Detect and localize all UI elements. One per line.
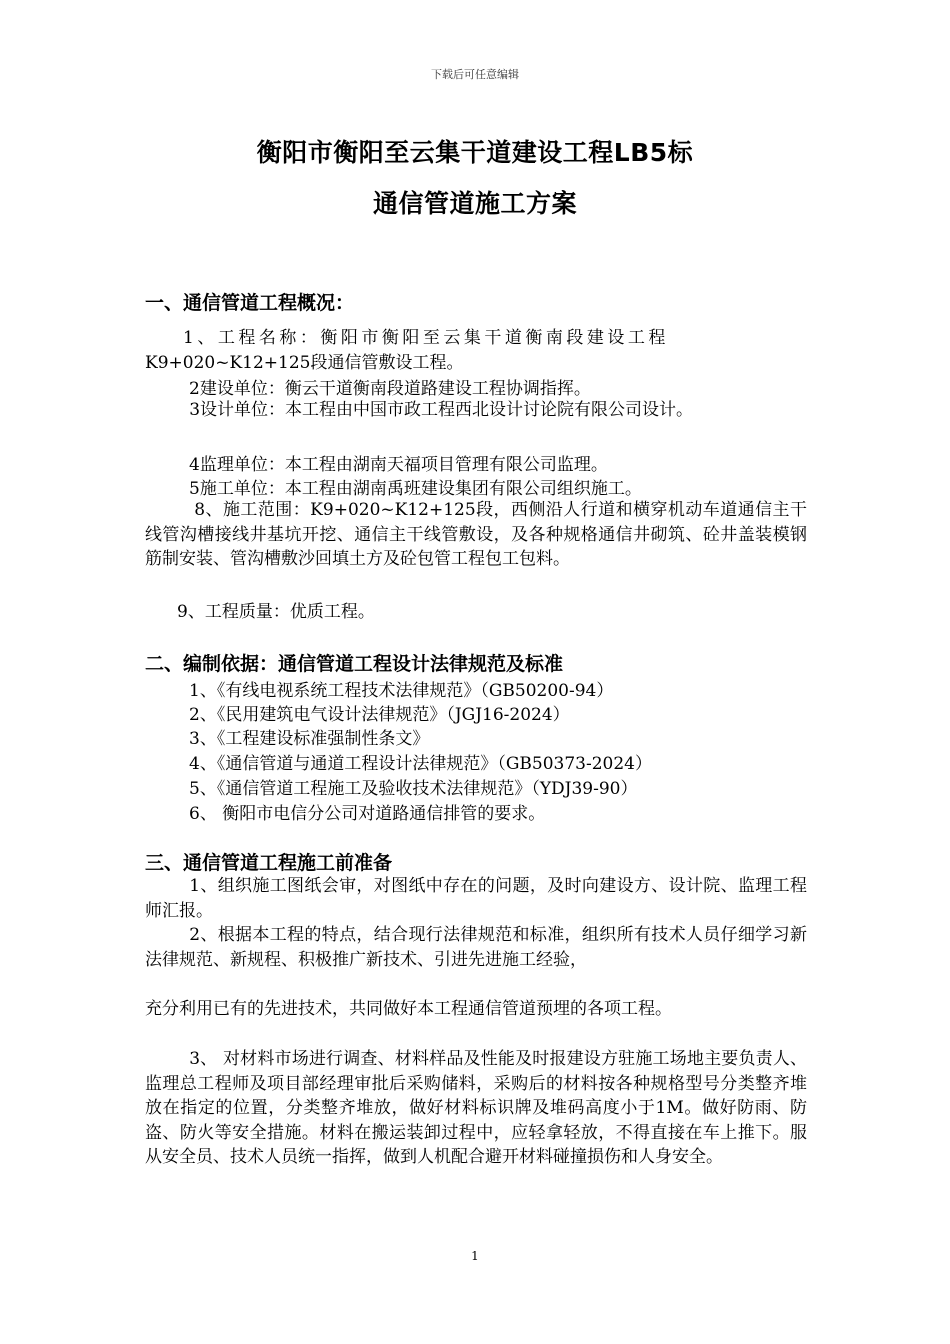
section3-p1: 1、组织施工图纸会审，对图纸中存在的问题，及时向建设方、设计院、监理工程师汇报。 xyxy=(145,876,807,921)
section1-p8: 8、施工范围：K9+020~K12+125段，西侧沿人行道和横穿机动车道通信主干线管沟槽接线井基坑开挖、通信主干线管敷设，及各种规格通信井砌筑、砼井盖装模钢筋制安装、管沟槽敷沙回填土方及砼包管工程包工包料。 xyxy=(145,500,807,570)
document-title-line1: 衡阳市衡阳至云集干道建设工程LB5标 xyxy=(256,138,694,167)
section1-p3: 3设计单位：本工程由中国市政工程西北设计讨论院有限公司设计。 xyxy=(189,400,694,420)
section3-heading: 三、通信管道工程施工前准备 xyxy=(145,852,393,874)
section2-item-3: 3、《工程建设标准强制性条文》 xyxy=(189,729,430,749)
section1-p1-line2: K9+020~K12+125段通信管敷设工程。 xyxy=(145,353,464,373)
header-note: 下载后可任意编辑 xyxy=(431,68,519,81)
section1-p1-line1: 1、工程名称：衡阳市衡阳至云集干道衡南段建设工程 xyxy=(183,328,669,348)
page-number: 1 xyxy=(471,1249,479,1263)
section2-item-1: 1、《有线电视系统工程技术法律规范》（GB50200-94） xyxy=(189,681,614,701)
section3-p2-continued: 充分利用已有的先进技术，共同做好本工程通信管道预埋的各项工程。 xyxy=(145,999,672,1019)
section1-p9: 9、工程质量：优质工程。 xyxy=(177,602,375,622)
section2-item-5: 5、《通信管道工程施工及验收技术法律规范》（YDJ39-90） xyxy=(189,779,638,799)
section3-p2: 2、根据本工程的特点，结合现行法律规范和标准，组织所有技术人员仔细学习新法律规范、新规程、积极推广新技术、引进先进施工经验， xyxy=(145,925,807,970)
section1-p5: 5施工单位：本工程由湖南禹班建设集团有限公司组织施工。 xyxy=(189,479,642,499)
section1-p2: 2建设单位：衡云干道衡南段道路建设工程协调指挥。 xyxy=(189,379,591,399)
section1-heading: 一、通信管道工程概况： xyxy=(145,292,355,314)
section1-p4: 4监理单位：本工程由湖南天福项目管理有限公司监理。 xyxy=(189,455,608,475)
section2-heading: 二、编制依据：通信管道工程设计法律规范及标准 xyxy=(145,653,564,675)
section3-p3: 3、 对材料市场进行调查、材料样品及性能及时报建设方驻施工场地主要负责人、监理总工程师及项目部经理审批后采购储料，采购后的材料按各种规格型号分类整齐堆放在指定的位置，分类整齐堆放，做好材料标识牌及堆码高度小于1M。做好防雨、防盗、防火等安全措施。材料在搬运装卸过程中，应轻拿轻放，不得直接在车上推下。服从安全员、技术人员统一指挥，做到人机配合避开材料碰撞损伤和人身安全。 xyxy=(145,1049,807,1168)
section2-item-2: 2、《民用建筑电气设计法律规范》（JGJ16-2024） xyxy=(189,705,570,725)
document-title-line2: 通信管道施工方案 xyxy=(372,189,577,218)
section2-item-4: 4、《通信管道与通道工程设计法律规范》（GB50373-2024） xyxy=(189,754,652,774)
section2-item-6: 6、 衡阳市电信分公司对道路通信排管的要求。 xyxy=(189,804,546,824)
